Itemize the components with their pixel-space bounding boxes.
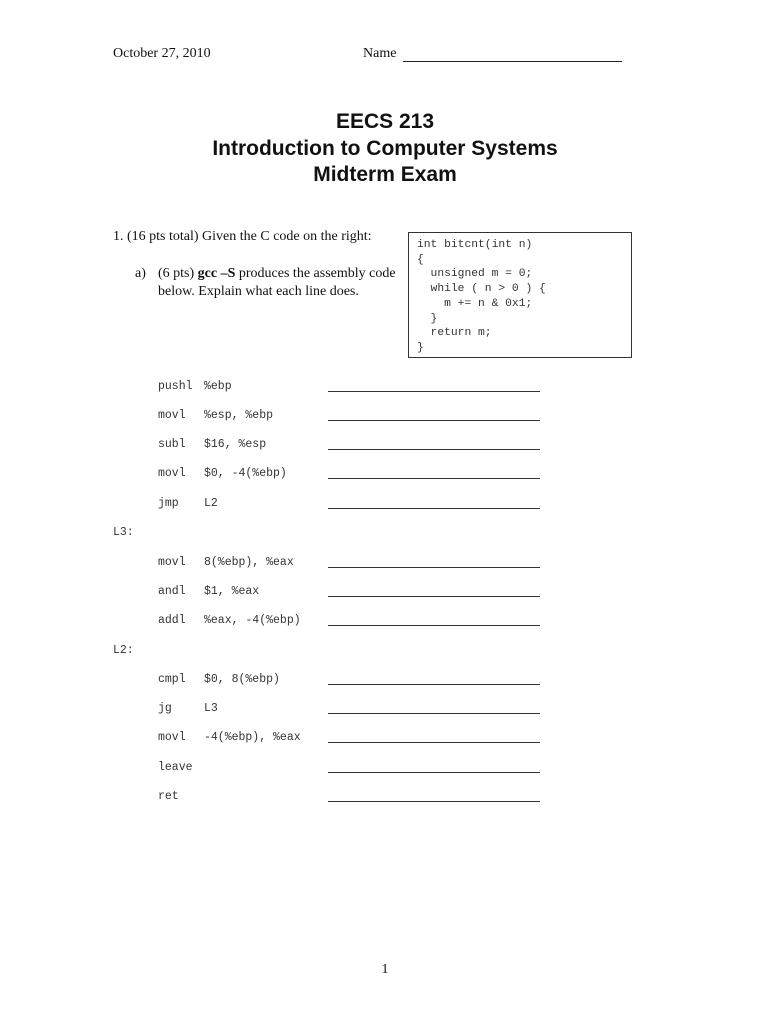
- asm-label-l2: L2:: [113, 644, 134, 657]
- asm-op: movl: [158, 556, 186, 569]
- asm-op: movl: [158, 467, 186, 480]
- answer-line[interactable]: [328, 391, 540, 392]
- answer-line[interactable]: [328, 596, 540, 597]
- asm-op: jmp: [158, 497, 179, 510]
- answer-line[interactable]: [328, 742, 540, 743]
- answer-line[interactable]: [328, 567, 540, 568]
- answer-line[interactable]: [328, 684, 540, 685]
- part-a-text: [158, 265, 398, 301]
- asm-args: $16, %esp: [204, 438, 267, 451]
- code-line: unsigned m = 0;: [417, 268, 533, 281]
- name-label: Name: [363, 46, 397, 61]
- answer-line[interactable]: [328, 449, 540, 450]
- answer-line[interactable]: [328, 713, 540, 714]
- part-a-command: gcc –S: [197, 266, 236, 281]
- question-1-prompt: 1. (16 pts total) Given the C code on the right:: [113, 229, 372, 244]
- answer-line[interactable]: [328, 508, 540, 509]
- asm-op: movl: [158, 409, 186, 422]
- code-line: return m;: [417, 327, 492, 340]
- asm-op: pushl: [158, 380, 193, 393]
- asm-args: $1, %eax: [204, 585, 260, 598]
- asm-args: $0, 8(%ebp): [204, 673, 280, 686]
- asm-args: $0, -4(%ebp): [204, 467, 287, 480]
- answer-line[interactable]: [328, 625, 540, 626]
- asm-op: cmpl: [158, 673, 186, 686]
- asm-op: ret: [158, 790, 179, 803]
- code-line: }: [417, 312, 438, 325]
- exam-date: October 27, 2010: [113, 46, 211, 61]
- code-line: int bitcnt(int n): [417, 239, 533, 251]
- c-code-listing: [409, 233, 631, 356]
- asm-op: jg: [158, 702, 172, 715]
- asm-args: -4(%ebp), %eax: [204, 731, 301, 744]
- asm-args: %ebp: [204, 380, 232, 393]
- asm-op: subl: [158, 438, 186, 451]
- asm-args: 8(%ebp), %eax: [204, 556, 294, 569]
- part-a-letter: a): [135, 266, 146, 281]
- asm-op: andl: [158, 585, 186, 598]
- asm-op: addl: [158, 614, 186, 627]
- code-line: }: [417, 341, 424, 354]
- exam-title: Midterm Exam: [313, 163, 457, 186]
- asm-args: L3: [204, 702, 218, 715]
- code-line: m += n & 0x1;: [417, 297, 533, 310]
- asm-op: movl: [158, 731, 186, 744]
- course-code: EECS 213: [335, 110, 435, 133]
- name-blank-line[interactable]: [403, 61, 622, 62]
- course-title: Introduction to Computer Systems: [212, 137, 558, 160]
- asm-args: L2: [204, 497, 218, 510]
- asm-label-l3: L3:: [113, 526, 134, 539]
- page-number: 1: [381, 962, 389, 977]
- asm-args: %esp, %ebp: [204, 409, 274, 422]
- c-code-box: [408, 232, 632, 358]
- answer-line[interactable]: [328, 478, 540, 479]
- asm-op: leave: [158, 761, 193, 774]
- part-a-points: (6 pts): [158, 266, 198, 281]
- answer-line[interactable]: [328, 420, 540, 421]
- answer-line[interactable]: [328, 772, 540, 773]
- code-line: {: [417, 253, 424, 266]
- part-a-instruction: produces the assembly code below. Explain what each line does.: [158, 266, 396, 299]
- code-line: while ( n > 0 ) {: [417, 283, 546, 296]
- answer-line[interactable]: [328, 801, 540, 802]
- asm-args: %eax, -4(%ebp): [204, 614, 301, 627]
